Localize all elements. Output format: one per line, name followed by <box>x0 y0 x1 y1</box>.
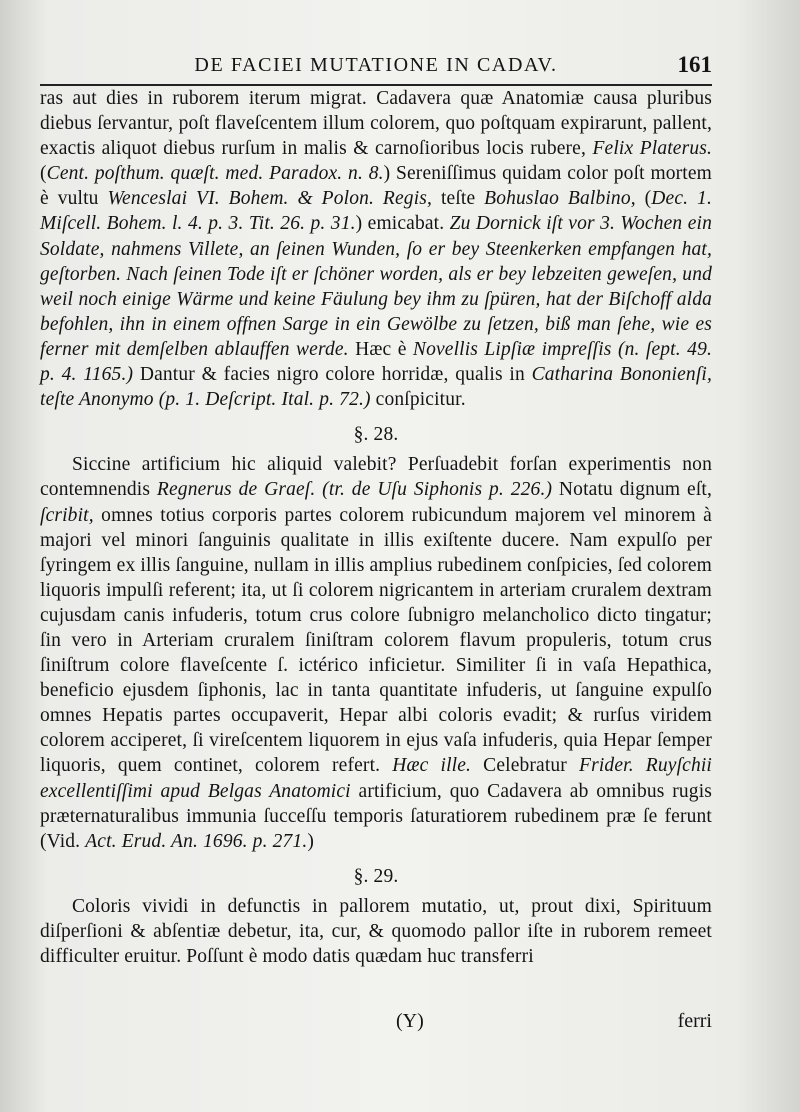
italic-run: Bohuslao Balbino, <box>484 188 636 210</box>
paragraph-2 <box>40 452 712 854</box>
text-run: Dantur & facies nigro colore horridæ, qualis in <box>133 364 532 386</box>
italic-run: Frider. Ruyſchii excellentiſſimi apud Belgas Anatomici <box>40 755 712 802</box>
page-footer <box>40 1008 712 1038</box>
text-run: ras aut dies in ruborem iterum migrat. Cadavera quæ Anatomiæ causa pluribus diebus ſervantur, poſt flaveſcentem illum colorem, quo poſtquam expirarunt, pallent, exactis aliquot diebus rurſum in malis & carnoſioribus locis rubere, <box>40 88 712 160</box>
text-run: ( <box>40 163 47 185</box>
text-run: ) emicabat. <box>355 213 450 235</box>
section-heading-29: §. 29. <box>353 865 399 887</box>
running-title: DE FACIEI MUTATIONE IN CADAV. <box>194 54 558 76</box>
text-run: Siccine artificium hic aliquid valebit? Perſuadebit forſan experimentis non contemnendis <box>40 454 712 501</box>
signature-mark: (Y) <box>396 1010 424 1032</box>
page-header <box>40 50 712 86</box>
text-run: ) Sereniſſimus quidam color poſt mortem è vultu <box>40 163 712 210</box>
catchword: ferri <box>677 1010 712 1032</box>
italic-run: Zu Dornick iſt vor 3. Wochen ein Soldate, nahmens Villete, an ſeinen Wunden, ſo er bey Steenkerken empfangen hat, geſtorben. Nach ſeinen Tode iſt er ſchöner worden, als er bey lebzeiten geweſen, und weil noch einige Wärme und keine Fäulung bey ihm zu ſpüren, hat der Biſchoff alda befohlen, ihn in einem offnen Sarge in ein Gewölbe zu ſetzen, biß man ſehe, wie es ferner mit demſelben ablauffen werde. <box>40 213 712 360</box>
text-run: teſte <box>432 188 485 210</box>
italic-run: Felix Platerus. <box>592 138 712 160</box>
paragraph-1 <box>40 86 712 412</box>
italic-run: Wenceslai VI. Bohem. & Polon. Regis, <box>107 188 433 210</box>
italic-run: Cent. poſthum. quæſt. med. Paradox. n. 8. <box>46 163 384 185</box>
text-run: Hæc è <box>348 338 413 360</box>
section-heading-28: §. 28. <box>353 424 399 446</box>
text-run: ( <box>635 188 652 210</box>
text-run: Coloris vividi in defunctis in pallorem mutatio, ut, prout dixi, Spirituum diſperſioni & abſentiæ debetur, ita, cur, & quomodo pallor iſte in ruborem remeet difficulter eruitur. Poſſunt è modo datis quædam huc transferri <box>40 895 712 968</box>
text-run: ) <box>307 830 315 852</box>
page-body <box>40 86 712 969</box>
italic-run: Novellis Lipſiæ impreſſis (n. ſept. 49. p. 4. 1165.) <box>40 338 712 386</box>
text-run: artificium, quo Cadavera ab omnibus rugis præternaturalibus immunia ſucceſſu temporis ſaturatiorem rubedinem præ ſe ferunt (Vid. <box>40 780 712 852</box>
page-number: 161 <box>677 52 712 77</box>
text-run: omnes totius corporis partes colorem rubicundum majorem vel minorem à majori vel minori ſanguinis qualitate in illis exiſtente ducere. Nam expulſo per ſyringem ex illis ſanguine, nullam in illis amplius rubedinem conſpicies, ſed colorem liquoris impulſi referent; ita, ut ſi colorem nigricantem in arteriam cruralem dextram cujusdam canis infuderis, totum crus colore ſubnigro melancholico dicto tingatur; ſin vero in Arteriam cruralem ſiniſtram colorem flavum propuleris, totum crus ſiniſtrum colore flaveſcente ſ. ictérico inficietur. Similiter ſi in vaſa Hepathica, beneficio ejusdem ſiphonis, lac in tanta quantitate infuderis, ut ſanguine expulſo omnes Hepatis partes occupaverit, Hepar albi coloris evadit; & rurſus viridem colorem acciperet, ſi vireſcentem liquorem in ejus vaſa infuderis, quia Hepar ſemper liquoris, quem continet, colorem refert. <box>40 504 712 777</box>
italic-run: Act. Erud. An. 1696. p. 271. <box>85 830 308 852</box>
text-run: Notatu dignum eſt, <box>552 479 712 501</box>
italic-run: Hæc ille. <box>392 755 472 777</box>
italic-run: Regnerus de Graeſ. (tr. de Uſu Siphonis p. 226.) <box>156 479 553 501</box>
text-run: Celebratur <box>471 755 580 777</box>
text-run: conſpicitur. <box>370 389 466 411</box>
italic-run: Catharina Bononienſi, teſte Anonymo (p. 1. Deſcript. Ital. p. 72.) <box>40 364 712 411</box>
italic-run: ſcribit, <box>40 504 94 526</box>
italic-run: Dec. 1. Miſcell. Bohem. l. 4. p. 3. Tit. 26. p. 31. <box>40 188 712 235</box>
paragraph-3 <box>40 894 712 969</box>
